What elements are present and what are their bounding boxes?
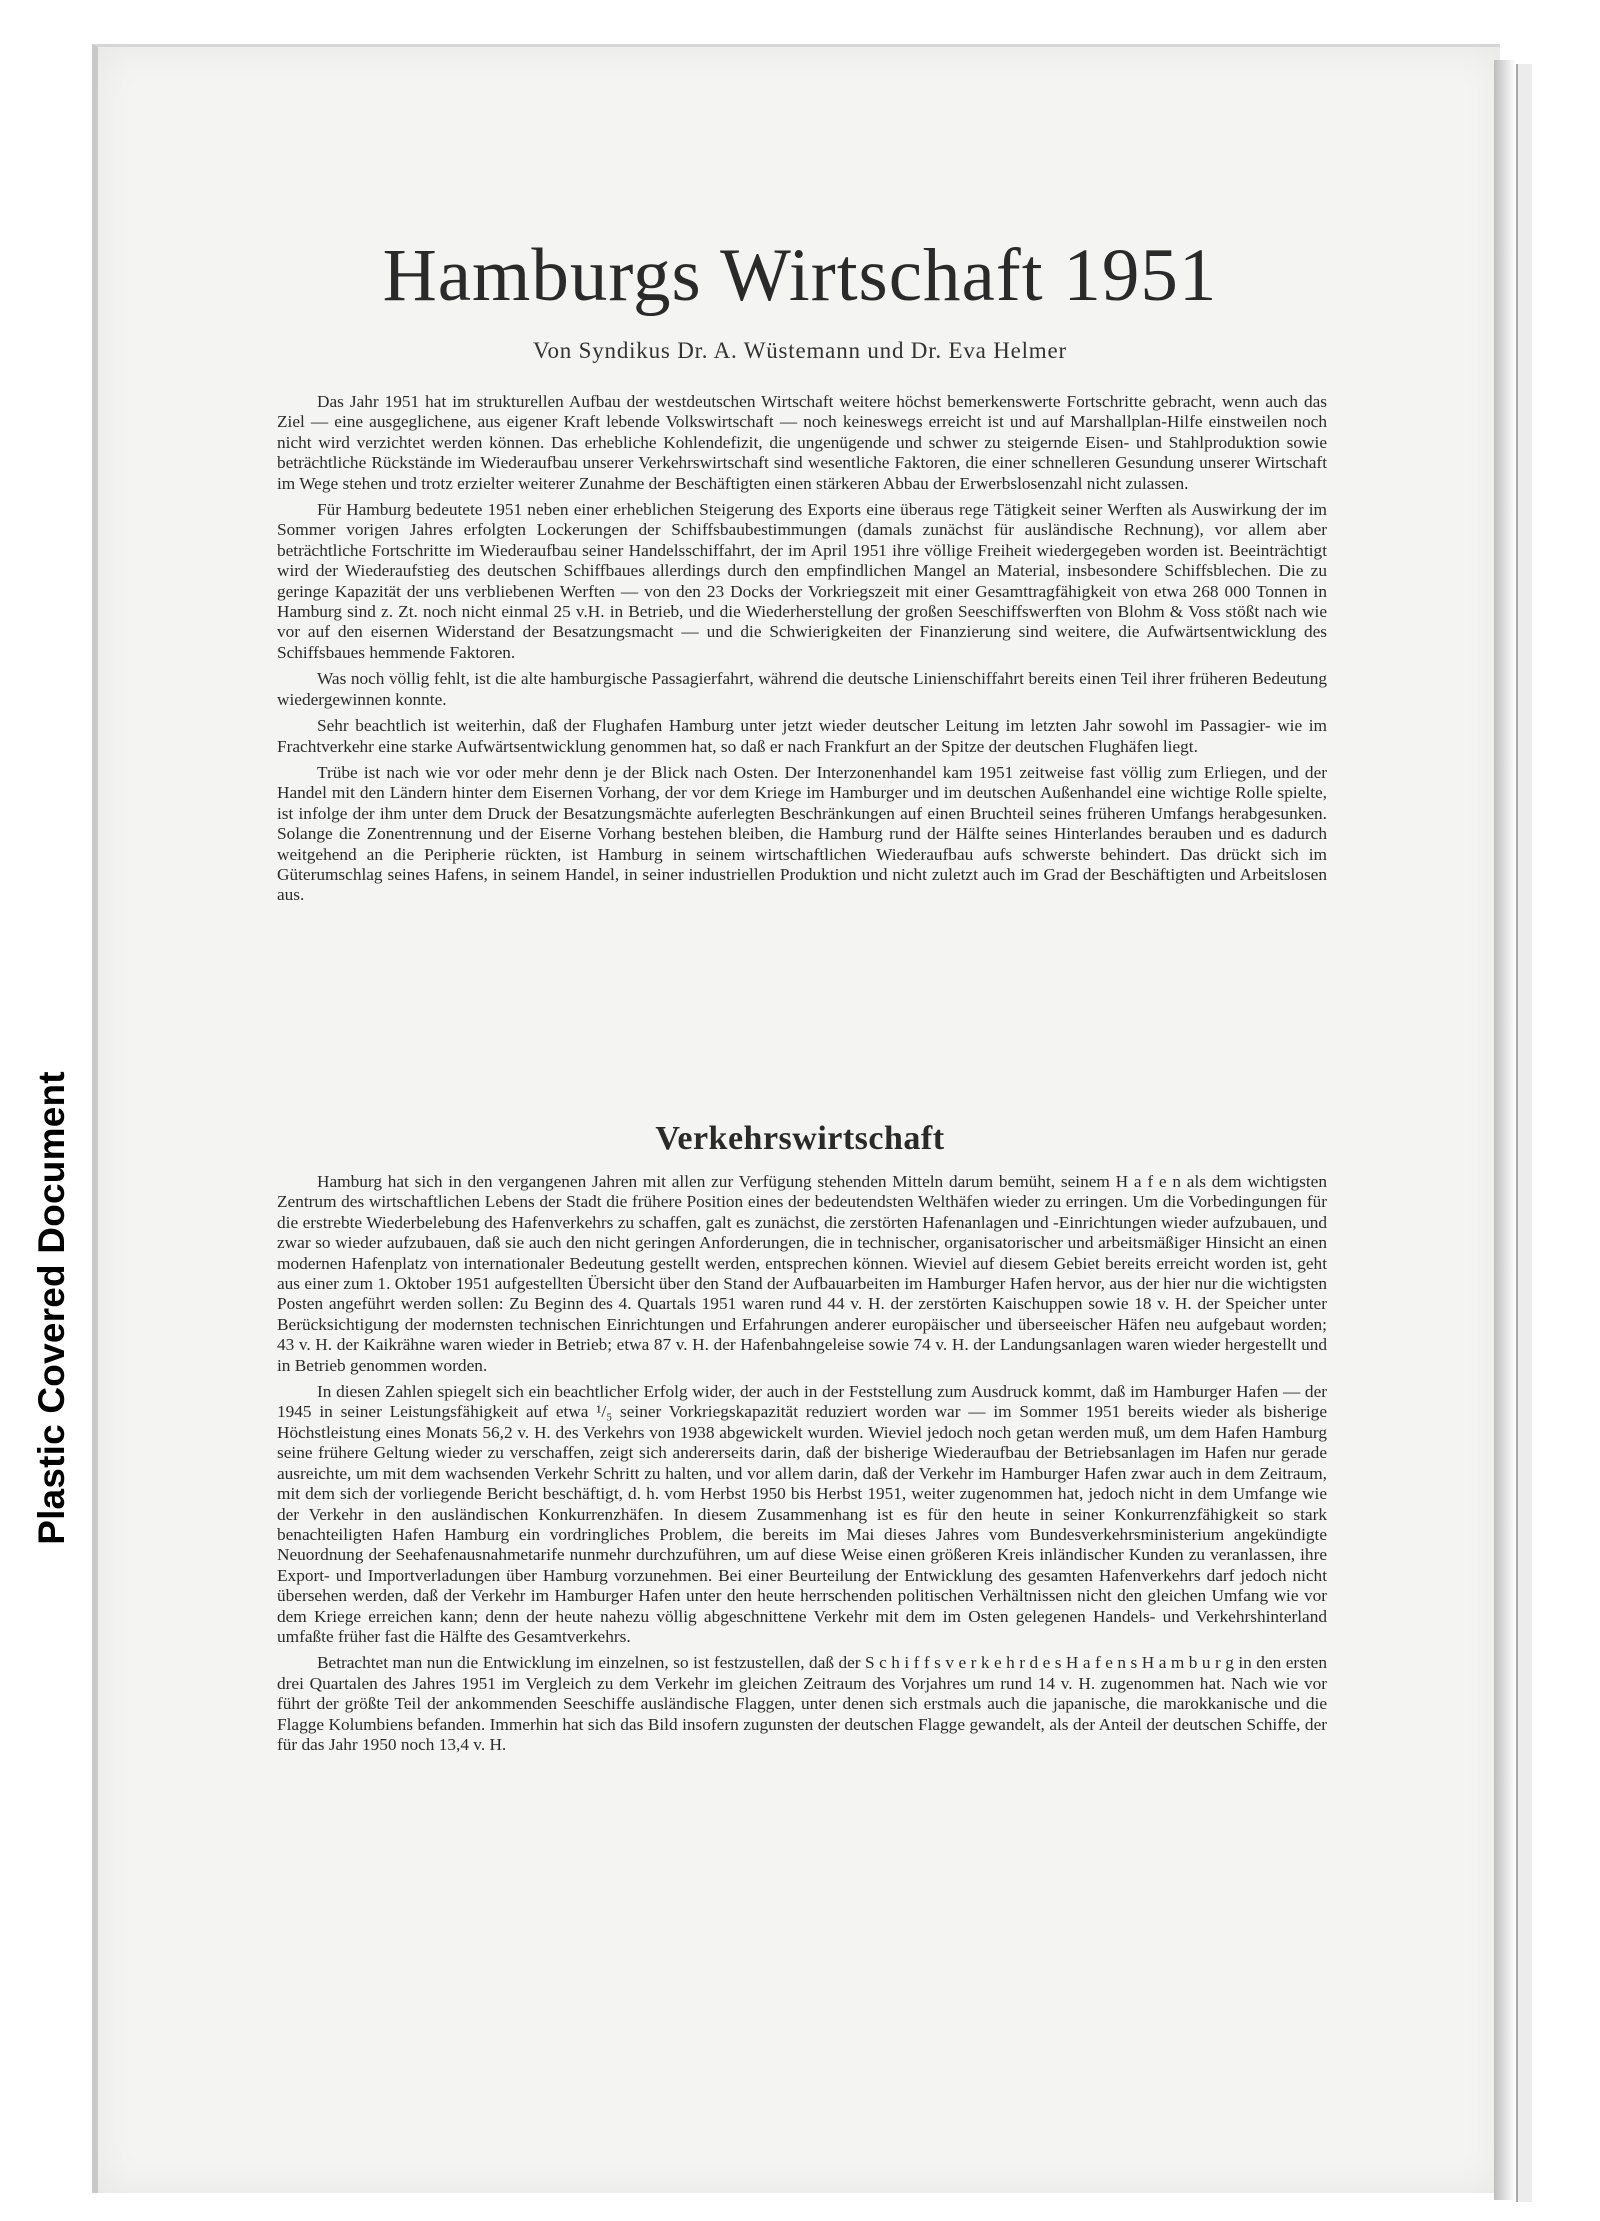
paragraph: Hamburg hat sich in den vergangenen Jahren mit allen zur Verfügung stehenden Mitteln darum bemüht, seinem H a f e n als dem wichtigsten Zentrum des wirtschaftlichen Lebens der Stadt die frühere Position eines der bedeutendsten Welthäfen wieder zu erringen. Um die Vorbedingungen für die erstrebte Wiederbelebung des Hafenverkehrs zu schaffen, galt es zunächst, die zerstörten Hafenanlagen und -Einrichtungen wieder aufzubauen, und zwar so wieder aufzubauen, daß sie auch den nicht geringen Anforderungen, die in technischer, organisatorischer und arbeitsmäßiger Hinsicht an einen modernen Hafenplatz von internationaler Bedeutung gestellt werden, entsprechen können. Wieviel auf diesem Gebiet bereits erreicht worden ist, geht aus einer zum 1. Oktober 1951 aufgestellten Übersicht über den Stand der Aufbauarbeiten im Hamburger Hafen hervor, aus der hier nur die wichtigsten Posten angeführt werden sollen: Zu Beginn des 4. Quartals 1951 waren rund 44 v. H. der zerstörten Kaischuppen sowie 18 v. H. der Speicher unter Berücksichtigung der modernsten technischen Einrichtungen und Erfahrungen anderer europäischer und überseeischer Häfen neu aufgebaut worden; 43 v. H. der Kaikrähne waren wieder in Betrieb; etwa 87 v. H. der Hafenbahngeleise sowie 74 v. H. der Landungsanlagen waren wieder hergestellt und in Betrieb genommen worden. [277, 1172, 1327, 1375]
paragraph: Für Hamburg bedeutete 1951 neben einer erheblichen Steigerung des Exports eine überaus rege Tätigkeit seiner Werften als Auswirkung der im Sommer vorigen Jahres erfolgten Lockerungen der Schiffsbaubestimmungen (damals zunächst für ausländische Rechnung), vor allem aber beträchtliche Fortschritte im Wiederaufbau seiner Handelsschiffahrt, der im April 1951 ihre völlige Freiheit wiedergegeben worden ist. Beeinträchtigt wird der Wiederaufstieg des deutschen Schiffbaues allerdings durch den empfindlichen Mangel an Material, insbesondere Schiffsblechen. Die zu geringe Kapazität der uns verbliebenen Werften — von den 23 Docks der Vorkriegszeit mit einer Gesamttragfähigkeit von etwa 268 000 Tonnen in Hamburg sind z. Zt. noch nicht einmal 25 v.H. in Betrieb, und die Wiederherstellung der großen Seeschiffswerften von Blohm & Voss stößt nach wie vor auf den eisernen Widerstand der Besatzungsmacht — und die Schwierigkeiten der Finanzierung sind weitere, die Aufwärtsentwicklung des Schiffsbaues hemmende Faktoren. [277, 500, 1327, 662]
paragraph: In diesen Zahlen spiegelt sich ein beachtlicher Erfolg wider, der auch in der Feststellung zum Ausdruck kommt, daß im Hamburger Hafen — der 1945 in seiner Leistungsfähigkeit auf etwa ¹/₅ seiner Vorkriegskapazität reduziert worden war — im Sommer 1951 bereits wieder als bisherige Höchstleistung eines Monats 56,2 v. H. des Verkehrs von 1938 abgewickelt wurden. Wieviel jedoch noch getan werden muß, um dem Hafen Hamburg seine frühere Geltung wieder zu verschaffen, zeigt sich andererseits darin, daß der bisherige Wiederaufbau der Betriebsanlagen im Hafen nur gerade ausreichte, um mit dem wachsenden Verkehr Schritt zu halten, und vor allem darin, daß der Verkehr im Hamburger Hafen zwar auch in dem Zeitraum, mit dem sich der vorliegende Bericht beschäftigt, d. h. vom Herbst 1950 bis Herbst 1951, weiter zugenommen hat, jedoch nicht in dem Umfange wie der Verkehr in den ausländischen Konkurrenzhäfen. In diesem Zusammenhang ist es für den heute in seiner Konkurrenzfähigkeit so stark benachteiligten Hafen Hamburg ein vordringliches Problem, die bereits im Mai dieses Jahres vom Bundesverkehrsministerium angekündigte Neuordnung der Seehafenausnahmetarife nunmehr durchzuführen, um auf diese Weise einen größeren Kreis inländischer Kunden zu veranlassen, ihre Export- und Importverladungen über Hamburg vorzunehmen. Bei einer Beurteilung der Entwicklung des gesamten Hafenverkehrs darf jedoch nicht übersehen werden, daß der Verkehr im Hamburger Hafen unter den heute herrschenden politischen Verhältnissen nicht den gleichen Umfang wie vor dem Kriege erreichen kann; denn der heute nahezu völlig abgeschnittene Verkehr mit dem im Osten gelegenen Handels- und Verkehrshinterland umfaßte früher fast die Hälfte des Gesamtverkehrs. [277, 1382, 1327, 1646]
intro-text [277, 392, 1327, 912]
section-text [277, 1172, 1327, 1761]
paragraph: Sehr beachtlich ist weiterhin, daß der Flughafen Hamburg unter jetzt wieder deutscher Leitung im letzten Jahr sowohl im Passagier- wie im Frachtverkehr eine starke Aufwärtsentwicklung genommen hat, so daß er nach Frankfurt an der Spitze der deutschen Flughäfen liegt. [277, 716, 1327, 756]
page-edge-shadow [1494, 60, 1516, 2200]
paragraph: Was noch völlig fehlt, ist die alte hamburgische Passagierfahrt, während die deutsche Linienschiffahrt bereits einen Teil ihrer früheren Bedeutung wiedergewinnen konnte. [277, 669, 1327, 709]
plastic-covered-label-text: Plastic Covered Document [31, 1071, 73, 1545]
paper-sheet [92, 44, 1500, 2193]
byline: Von Syndikus Dr. A. Wüstemann und Dr. Eva Helmer [533, 338, 1067, 363]
plastic-covered-label [12, 1028, 92, 1588]
page-edge [1516, 64, 1532, 2202]
section-heading: Verkehrswirtschaft [655, 1120, 945, 1157]
paragraph: Das Jahr 1951 hat im strukturellen Aufbau der westdeutschen Wirtschaft weitere höchst bemerkenswerte Fortschritte gebracht, wenn auch das Ziel — eine ausgeglichene, aus eigener Kraft lebende Volkswirtschaft — noch keineswegs erreicht ist und auf Marshallplan-Hilfe einstweilen noch nicht wird verzichtet werden können. Das erhebliche Kohlendefizit, die ungenügende und schwer zu steigernde Eisen- und Stahlproduktion sowie beträchtliche Rückstände im Wiederaufbau unserer Verkehrswirtschaft sind wesentliche Faktoren, die einer schnelleren Gesundung unserer Wirtschaft im Wege stehen und trotz erzielter weiterer Zunahme der Beschäftigten einen stärkeren Abbau der Erwerbslosenzahl nicht zulassen. [277, 392, 1327, 493]
paragraph: Trübe ist nach wie vor oder mehr denn je der Blick nach Osten. Der Interzonenhandel kam 1951 zeitweise fast völlig zum Erliegen, und der Handel mit den Ländern hinter dem Eisernen Vorhang, der vor dem Kriege im Hamburger und im deutschen Außenhandel eine wichtige Rolle spielte, ist infolge der ihm unter dem Druck der Besatzungsmächte auferlegten Beschränkungen auf einen Bruchteil seines früheren Umfangs herabgesunken. Solange die Zonentrennung und der Eiserne Vorhang bestehen bleiben, die Hamburg rund der Hälfte seines Hinterlandes berauben und es dadurch weitgehend an die Peripherie rückten, ist Hamburg in seinem wirtschaftlichen Wiederaufbau aufs schwerste behindert. Das drückt sich im Güterumschlag seines Hafens, in seinem Handel, in seiner industriellen Produktion und nicht zuletzt auch im Grad der Beschäftigten und Arbeitslosen aus. [277, 762, 1327, 905]
paragraph: Betrachtet man nun die Entwicklung im einzelnen, so ist festzustellen, daß der S c h i f f s v e r k e h r d e s H a f e n s H a m b u r g in den ersten drei Quartalen des Jahres 1951 im Vergleich zu dem Verkehr im gleichen Zeitraum des Vorjahres um rund 14 v. H. zugenommen hat. Nach wie vor führt der größte Teil der ankommenden Seeschiffe ausländische Flaggen, unter denen sich erstmals auch die japanische, die marokkanische und die Flagge Kolumbiens befanden. Immerhin hat sich das Bild insofern zugunsten der deutschen Flagge gewandelt, als der Anteil der deutschen Schiffe, der für das Jahr 1950 noch 13,4 v. H. [277, 1653, 1327, 1754]
page-title: Hamburgs Wirtschaft 1951 [382, 234, 1218, 317]
